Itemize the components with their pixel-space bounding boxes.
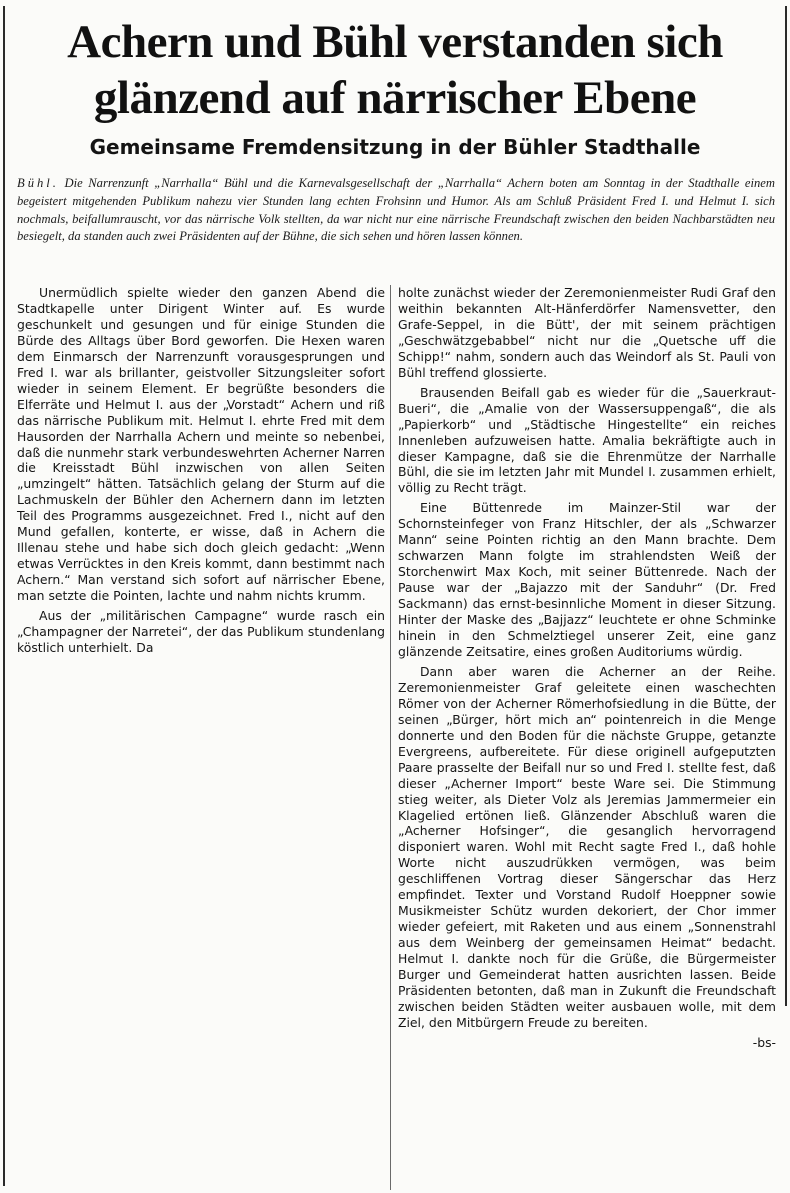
author-signature: -bs-: [752, 1034, 776, 1050]
lead-paragraph: [17, 175, 775, 246]
left-border-rule: [3, 6, 5, 1186]
right-border-rule: [785, 6, 787, 1006]
paragraph: Dann aber waren die Acherner an der Reihe. Zeremonienmeister Graf geleitete einen waschechten Römer von der Acherner Römerhofsiedlung in die Bütte, der seinen „Bürger, hört mich an“ pointenreich in die Menge donnerte und den Boden für die nächste Gruppe, getanzte Evergreens, aufbereitete. Für diese originell aufgeputzten Paare prasselte der Beifall nur so und Fred I. stellte fest, daß dieser „Acherner Import“ beste Ware sei. Die Stimmung stieg weiter, als Dieter Volz als Jeremias Jammermeier ein Klagelied ertönen ließ. Glänzender Abschluß waren die „Acherner Hofsinger“, die gesanglich hervorragend disponiert waren. Wohl mit Recht sagte Fred I., daß hohle Worte nicht auszudrükken vermögen, was beim geschliffenen Vortrag dieser Sängerschar das Herz empfindet. Texter und Vorstand Rudolf Hoeppner sowie Musikmeister Schütz wurden dekoriert, der Chor immer wieder gefeiert, mit Raketen und aus einem „Sonnenstrahl aus dem Weinberg der gemeinsamen Heimat“ bedacht. Helmut I. dankte noch für die Grüße, die Bürgermeister Burger und Gemeinderat hatten ausrichten lassen. Beide Präsidenten betonten, daß man in Zukunft die Freundschaft zwischen beiden Städten weiter ausbauen wolle, mit dem Ziel, den Mitbürgern Freude zu bereiten.: [398, 663, 776, 1030]
left-column: [17, 285, 385, 660]
dateline-place: Bühl.: [17, 176, 59, 190]
headline-line-2: glänzend auf närrischer Ebene: [93, 72, 697, 124]
headline-line-1: Achern und Bühl verstanden sich: [67, 16, 723, 68]
paragraph: Eine Büttenrede im Mainzer-Stil war der Schornsteinfeger von Franz Hitschler, der als „Schwarzer Mann“ seine Pointen richtig an den Mann brachte. Dem schwarzen Mann folgte im strahlendsten Weiß der Storchenwirt Max Koch, mit seiner Büttenrede. Nach der Pause war der „Bajazzo mit der Sanduhr“ (Dr. Fred Sackmann) das ernst-besinnliche Moment in dieser Sitzung. Hinter der Maske des „Bajjazz“ leuchtete er ohne Schminke hinein in den Schmelztiegel unserer Zeit, eine ganz glänzende Zeitsatire, eines großen Auditoriums würdig.: [398, 500, 776, 659]
lead-text: Die Narrenzunft „Narrhalla“ Bühl und die Karnevalsgesellschaft der „Narrhalla“ Achern boten am Sonntag in der Stadthalle einem begeistert mitgehenden Publikum nahezu vier Stunden lang echten Frohsinn und Humor. Als am Schluß Präsident Fred I. und Helmut I. sich nochmals, beifallumrauscht, vor das närrische Volk stellten, da war nicht nur eine närrische Freundschaft zwischen den beiden Nachbarstädten neu besiegelt, da standen auch zwei Präsidenten auf der Bühne, die sich sehen und hören lassen können.: [17, 176, 775, 244]
right-column: [398, 285, 776, 1051]
paragraph: Unermüdlich spielte wieder den ganzen Abend die Stadtkapelle unter Dirigent Winter auf. Es wurde geschunkelt und gesungen und für einige Stunden die Bürde des Alltags über Bord geworfen. Die Hexen waren dem Einmarsch der Narrenzunft vorausgesprungen und Fred I. war als brillanter, geistvoller Sitzungsleiter sofort wieder in seinem Element. Er begrüßte besonders die Elferräte und Helmut I. aus der „Vorstadt“ Achern und riß das närrische Publikum mit. Helmut I. ehrte Fred mit dem Hausorden der Narrhalla Achern und meinte so nebenbei, daß die nunmehr stark verbundeswehrten Acherner Narren die Kreisstadt Bühl inzwischen von allen Seiten „umzingelt“ hätten. Tatsächlich gelang der Sturm auf die Lachmuskeln der Bühler den Achernern dann im letzten Teil des Programms ausgezeichnet. Fred I., nicht auf den Mund gefallen, konterte, er wisse, daß in Achern die Illenau stehe und habe sich doch gleich gedacht: „Wenn etwas Verrücktes in den Kreis kommt, dann bestimmt nach Achern.“ Man verstand sich sofort auf närrischer Ebene, man setzte die Pointen, lachte und nahm nichts krumm.: [17, 285, 385, 604]
column-separator: [390, 285, 391, 1190]
paragraph: holte zunächst wieder der Zeremonienmeister Rudi Graf den weithin bekannten Alt-Hänferdörfer Namensvetter, den Grafe-Seppel, in die Bütt', der mit seinem prächtigen „Geschwätzgebabbel“ nicht nur die „Quetsche uff die Schipp!“ nahm, sondern auch das Weindorf als St. Pauli von Bühl treffend glossierte.: [398, 285, 776, 380]
paragraph: Aus der „militärischen Campagne“ wurde rasch ein „Champagner der Narretei“, der das Publikum stundenlang köstlich unterhielt. Da: [17, 608, 385, 655]
headline: [12, 14, 778, 126]
subheadline: Gemeinsame Fremdensitzung in der Bühler Stadthalle: [89, 135, 701, 159]
paragraph: Brausenden Beifall gab es wieder für die „Sauerkraut-Bueri“, die „Amalie von der Wassersuppengaß“, die als „Papierkorb“ und „Städtische Hingestellte“ ein reiches Innenleben aufzuweisen hatte. Amalia bekräftigte auch in dieser Kampagne, daß sie die Ehrenmütze der Narrhalle Bühl, die sie im letzten Jahr mit Mundel I. zusammen erhielt, völlig zu Recht trägt.: [398, 384, 776, 496]
